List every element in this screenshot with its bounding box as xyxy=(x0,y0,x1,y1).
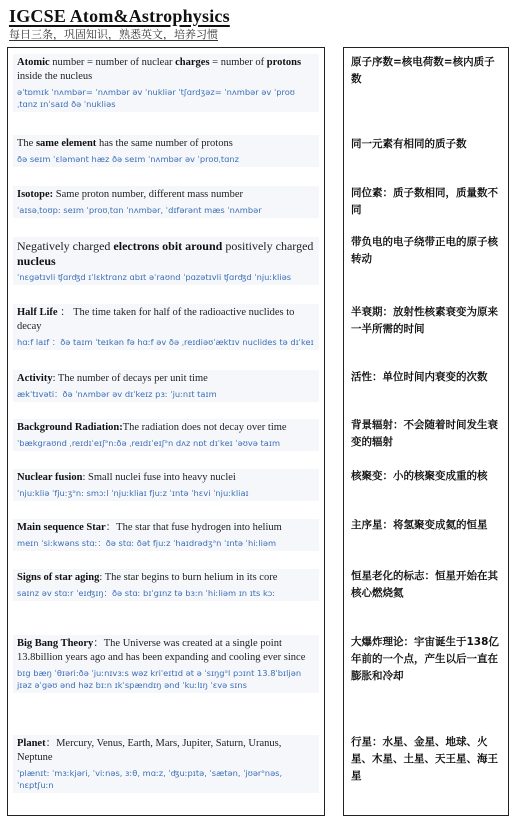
entry-nuclear-fusion: Nuclear fusion: Small nuclei fuse into heavy nuclei ˈnjuːkliə ˈfjuːʒᵊn: smɔːl ˈnjuːkliaɪ fjuːz ˈɪntə ˈhɛvi ˈnjuːkliaɪ xyxy=(13,469,319,501)
phonetic-text: ˈplænɪt: ˈmɜːkjəri, ˈviːnəs, ɜːθ, mɑːz, ˈʤuːpɪtə, ˈsætən, ˈjʊərᵊnəs, ˈnɛptʃuːn xyxy=(17,768,283,790)
chinese-column xyxy=(343,47,509,816)
translation-same-element: 同一元素有相同的质子数 xyxy=(351,138,467,150)
translation-star-aging: 恒星老化的标志：恒星开始在其核心燃烧氦 xyxy=(351,570,498,599)
entry-star-aging: Signs of star aging: The star begins to burn helium in its core saɪnz əv stɑːr ˈeɪʤɪŋ：ðə stɑː bɪˈgɪnz tə bɜːn ˈhiːliəm ɪn ɪts kɔː xyxy=(13,569,319,601)
phonetic-text: ˈnɛgətɪvli ʧɑrʤd ɪˈlɛktrɑnz ɑbɪt əˈraʊnd ˈpɑzətɪvli ʧɑrʤd ˈnjuːkliəs xyxy=(17,272,292,282)
translation-big-bang: 大爆炸理论：宇宙诞生于138亿年前的一个点，产生以后一直在膨胀和冷却 xyxy=(351,636,499,682)
translation-electrons: 带负电的电子绕带正电的原子核转动 xyxy=(351,236,498,265)
phonetic-text: bɪg bæŋ ˈθɪəri:ðə ˈjuːnɪvɜːs wəz kriˈeɪtɪd ət ə ˈsɪŋgᵊl pɔɪnt 13.8ˈbɪljən jɪəz əˈgəʊ ənd həz bɪːn ɪkˈspændɪŋ ənd ˈkuːlɪŋ ˈɛvə sɪns xyxy=(17,668,302,690)
phonetic-text: ˈnjuːkliə ˈfjuːʒᵊn: smɔːl ˈnjuːkliaɪ fjuːz ˈɪntə ˈhɛvi ˈnjuːkliaɪ xyxy=(17,488,249,498)
entry-same-element: The same element has the same number of protons ðə seɪm ˈɛləmənt hæz ðə seɪm ˈnʌmbər əv ˈproʊˌtɑnz xyxy=(13,135,319,167)
phonetic-text: əˈtɒmɪk ˈnʌmbər= ˈnʌmbər əv ˈnukliər ˈtʃɑrdʒəz= ˈnʌmbər əv ˈproʊˌtɑnz ɪnˈsaɪd ðə ˈnukliəs xyxy=(17,87,295,109)
entry-atomic-number: Atomic number = number of nuclear charges = number of protons inside the nucleus əˈtɒmɪk ˈnʌmbər= ˈnʌmbər əv ˈnukliər ˈtʃɑrdʒəz= ˈnʌmbər əv ˈproʊˌtɑnz ɪnˈsaɪd ðə ˈnukliəs xyxy=(13,54,319,112)
entry-big-bang: Big Bang Theory：The Universe was created at a single point 13.8billion years ago and has been expanding and cooling ever since bɪg bæŋ ˈθɪəri:ðə ˈjuːnɪvɜːs wəz kriˈeɪtɪd ət ə ˈsɪŋgᵊl pɔɪnt 13.8ˈbɪljən jɪəz əˈgəʊ ənd həz bɪːn ɪkˈspændɪŋ ənd ˈkuːlɪŋ ˈɛvə sɪns xyxy=(13,635,319,693)
english-column xyxy=(7,47,325,816)
translation-main-sequence-star: 主序星：将氢聚变成氦的恒星 xyxy=(351,519,488,531)
phonetic-text: saɪnz əv stɑːr ˈeɪʤɪŋ：ðə stɑː bɪˈgɪnz tə bɜːn ˈhiːliəm ɪn ɪts kɔː xyxy=(17,588,276,598)
phonetic-text: ˈaɪsəˌtoʊp: seɪm ˈproʊˌtɑn ˈnʌmbər, ˈdɪfərənt mæs ˈnʌmbər xyxy=(17,205,262,215)
phonetic-text: ˈbækgraʊnd ˌreɪdɪˈeɪʃᵊn:ðə ˌreɪdɪˈeɪʃᵊn dʌz nɒt dɪˈkeɪ ˈəʊvə taɪm xyxy=(17,438,281,448)
translation-background-radiation: 背景辐射：不会随着时间发生衰变的辐射 xyxy=(351,419,498,448)
page-subtitle: 每日三条，巩固知识，熟悉英文，培养习惯 xyxy=(9,28,218,41)
entry-main-sequence-star: Main sequence Star：The star that fuse hydrogen into helium meɪn ˈsiːkwəns stɑː：ðə stɑː ðət fjuːz ˈhaɪdrədʒᵊn ˈɪntə ˈhiːliəm xyxy=(13,519,319,551)
entry-isotope: Isotope: Same proton number, different mass number ˈaɪsəˌtoʊp: seɪm ˈproʊˌtɑn ˈnʌmbər, ˈdɪfərənt mæs ˈnʌmbər xyxy=(13,186,319,218)
term: Atomic xyxy=(17,57,50,68)
translation-activity: 活性：单位时间内衰变的次数 xyxy=(351,371,488,383)
translation-atomic-number: 原子序数=核电荷数=核内质子数 xyxy=(351,56,495,85)
translation-planet: 行星：水星、金星、地球、火星、木星、土星、天王星、海王星 xyxy=(351,736,498,782)
entry-planet: Planet：Mercury, Venus, Earth, Mars, Jupiter, Saturn, Uranus, Neptune ˈplænɪt: ˈmɜːkjəri, ˈviːnəs, ɜːθ, mɑːz, ˈʤuːpɪtə, ˈsætən, ˈjʊərᵊnəs, ˈnɛptʃuːn xyxy=(13,735,319,793)
entry-background-radiation: Background Radiation:The radiation does not decay over time ˈbækgraʊnd ˌreɪdɪˈeɪʃᵊn:ðə ˌreɪdɪˈeɪʃᵊn dʌz nɒt dɪˈkeɪ ˈəʊvə taɪm xyxy=(13,419,319,451)
page-title: IGCSE Atom&Astrophysics xyxy=(9,6,230,26)
translation-half-life: 半衰期：放射性核素衰变为原来一半所需的时间 xyxy=(351,306,498,335)
phonetic-text: hɑːf laɪf ：ðə taɪm ˈteɪkən fə hɑːf əv ðə ˌreɪdiəʊˈæktɪv nuclides tə dɪˈkeɪ xyxy=(17,337,314,347)
phonetic-text: ðə seɪm ˈɛləmənt hæz ðə seɪm ˈnʌmbər əv ˈproʊˌtɑnz xyxy=(17,154,239,164)
phonetic-text: meɪn ˈsiːkwəns stɑː：ðə stɑː ðət fjuːz ˈhaɪdrədʒᵊn ˈɪntə ˈhiːliəm xyxy=(17,538,277,548)
page-header xyxy=(9,6,339,46)
entry-activity: Activity: The number of decays per unit time ækˈtɪvəti：ðə ˈnʌmbər əv dɪˈkeɪz pɜː ˈjuːnɪt taɪm xyxy=(13,370,319,402)
translation-nuclear-fusion: 核聚变：小的核聚变成重的核 xyxy=(351,470,488,482)
entry-electrons: Negatively charged electrons obit around positively charged nucleus ˈnɛgətɪvli ʧɑrʤd ɪˈlɛktrɑnz ɑbɪt əˈraʊnd ˈpɑzətɪvli ʧɑrʤd ˈnjuːkliəs xyxy=(13,237,319,285)
entry-half-life: Half Life ： The time taken for half of the radioactive nuclides to decay hɑːf laɪf ：ðə taɪm ˈteɪkən fə hɑːf əv ðə ˌreɪdiəʊˈæktɪv nuclides tə dɪˈkeɪ xyxy=(13,304,319,350)
phonetic-text: ækˈtɪvəti：ðə ˈnʌmbər əv dɪˈkeɪz pɜː ˈjuːnɪt taɪm xyxy=(17,389,217,399)
translation-isotope: 同位素：质子数相同，质量数不同 xyxy=(351,187,498,216)
